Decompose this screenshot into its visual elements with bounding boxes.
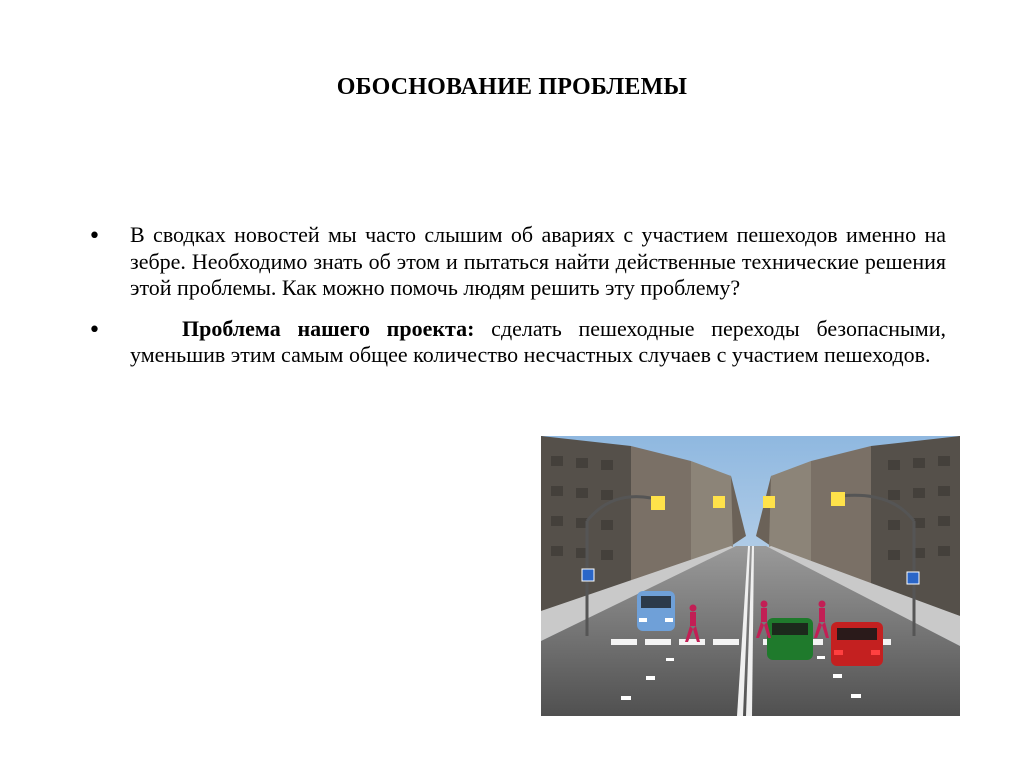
bullet-lead: Проблема нашего проекта: (182, 315, 475, 341)
bullet-text (130, 316, 946, 369)
bullet-item (88, 222, 946, 302)
bullet-dot-icon: • (88, 317, 101, 343)
crosswalk-illustration (541, 436, 960, 716)
bullet-body: сделать пешеходные переходы безопасными, уменьшив этим самым общее количество несчастных случаев с участием пешеходов. (130, 315, 947, 367)
slide-title: ОБОСНОВАНИЕ ПРОБЛЕМЫ (336, 74, 688, 100)
bullet-list (88, 222, 946, 383)
bullet-dot-icon: • (88, 224, 101, 249)
bullet-item (88, 316, 946, 369)
bullet-text: В сводках новостей мы часто слышим об авариях с участием пешеходов именно на зебре. Необходимо знать об этом и пытаться найти действенные технические решения этой проблемы. Как можно помочь людям решить эту проблему? (130, 222, 946, 300)
